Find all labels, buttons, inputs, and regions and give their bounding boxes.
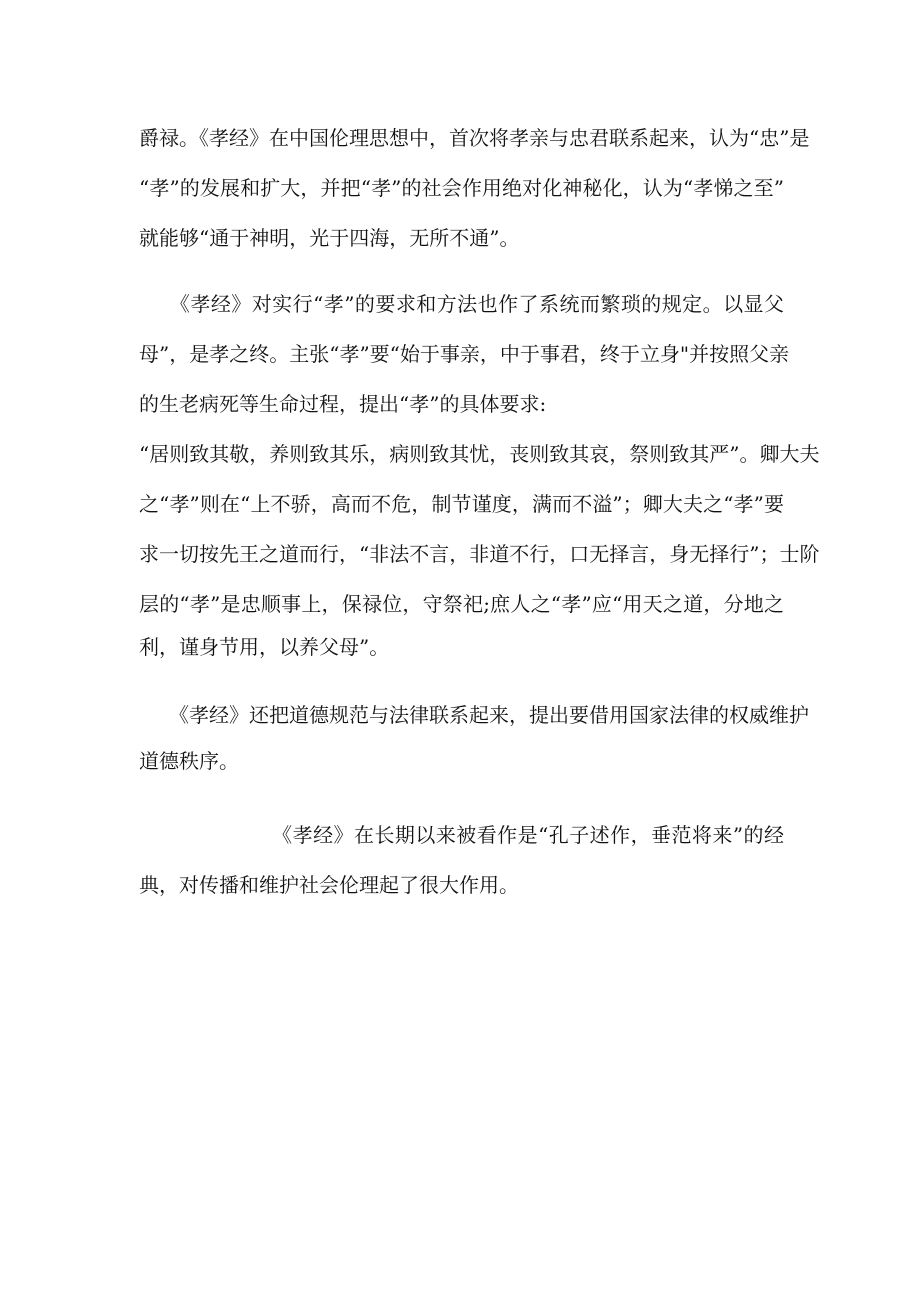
paragraph-2-line-5: 之“孝”则在“上不骄，高而不危，制节谨度，满而不溢”；卿大夫之“孝”要 (139, 492, 784, 516)
paragraph-2-line-1: 《孝经》对实行“孝”的要求和方法也作了系统而繁琐的规定。以显父 (139, 292, 784, 316)
paragraph-2-line-3: 的生老病死等生命过程，提出“孝”的具体要求: (139, 392, 547, 416)
paragraph-1-line-3: 就能够“通于神明，光于四海，无所不通”。 (139, 226, 520, 250)
paragraph-4-line-1: 《孝经》在长期以来被看作是“孔子述作，垂范将来”的经 (139, 823, 784, 847)
paragraph-2-line-6: 求一切按先王之道而行，“非法不言，非道不行，口无择言，身无择行”；士阶 (139, 542, 820, 566)
paragraph-3-line-2: 道德秩序。 (139, 749, 239, 773)
paragraph-4-line-2: 典，对传播和维护社会伦理起了很大作用。 (139, 873, 519, 897)
paragraph-1-line-1: 爵禄。《孝经》在中国伦理思想中，首次将孝亲与忠君联系起来，认为“忠”是 (139, 126, 810, 150)
paragraph-3-line-1: 《孝经》还把道德规范与法律联系起来，提出要借用国家法律的权威维护 (139, 703, 809, 727)
paragraph-2-line-4: “居则致其敬，养则致其乐，病则致其忧，丧则致其哀，祭则致其严”。卿大夫 (139, 442, 820, 466)
paragraph-2-line-7: 层的“孝”是忠顺事上，保禄位，守祭祀;庶人之“孝”应“用天之道，分地之 (139, 592, 784, 616)
paragraph-2-line-8: 利，谨身节用，以养父母”。 (139, 635, 390, 659)
paragraph-1-line-2: “孝”的发展和扩大，并把“孝”的社会作用绝对化神秘化，认为“孝悌之至” (139, 176, 784, 200)
paragraph-2-line-2: 母”，是孝之终。主张“孝”要“始于事亲，中于事君，终于立身"并按照父亲 (139, 342, 790, 366)
